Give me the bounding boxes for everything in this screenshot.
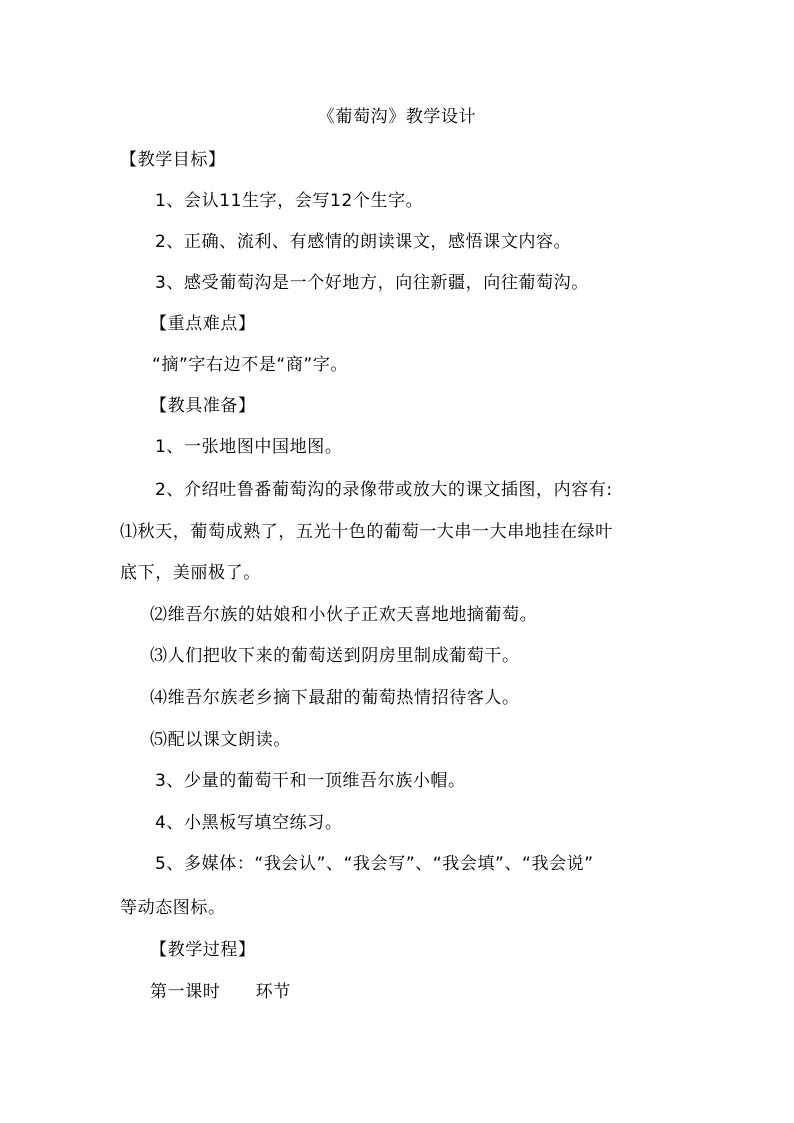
material-item: 3、少量的葡萄干和一顶维吾尔族小帽。 <box>155 771 466 791</box>
list-item: ⑷维吾尔族老乡摘下最甜的葡萄热情招待客人。 <box>150 688 520 708</box>
page-title: 《葡萄沟》教学设计 <box>317 107 477 127</box>
objective-item: 1、会认11生字，会写12个生字。 <box>155 191 424 211</box>
list-item: ⑸配以课文朗读。 <box>150 730 291 750</box>
paragraph: ⑴秋天，葡萄成熟了，五光十色的葡萄一大串一大串地挂在绿叶 <box>120 522 613 542</box>
section-heading-key-points: 【重点难点】 <box>150 314 256 334</box>
objective-item: 2、正确、流利、有感情的朗读课文，感悟课文内容。 <box>155 232 572 252</box>
paragraph: “摘”字右边不是“商”字。 <box>152 355 349 375</box>
paragraph: 底下，美丽极了。 <box>120 563 261 583</box>
section-heading-materials: 【教具准备】 <box>150 396 256 416</box>
material-item: 2、介绍吐鲁番葡萄沟的录像带或放大的课文插图，内容有: <box>155 480 613 500</box>
lesson-label: 第一课时 环节 <box>150 982 291 1002</box>
material-item: 4、小黑板写填空练习。 <box>155 813 343 833</box>
material-item: 5、多媒体：“我会认”、“我会写”、“我会填”、“我会说” <box>155 854 594 874</box>
list-item: ⑶人们把收下来的葡萄送到阴房里制成葡萄干。 <box>150 646 520 666</box>
paragraph: 等动态图标。 <box>120 898 226 918</box>
material-item: 1、一张地图中国地图。 <box>155 437 343 457</box>
objective-item: 3、感受葡萄沟是一个好地方，向往新疆，向往葡萄沟。 <box>155 273 589 293</box>
list-item: ⑵维吾尔族的姑娘和小伙子正欢天喜地地摘葡萄。 <box>150 605 538 625</box>
section-heading-objectives: 【教学目标】 <box>120 150 226 170</box>
section-heading-process: 【教学过程】 <box>150 940 256 960</box>
